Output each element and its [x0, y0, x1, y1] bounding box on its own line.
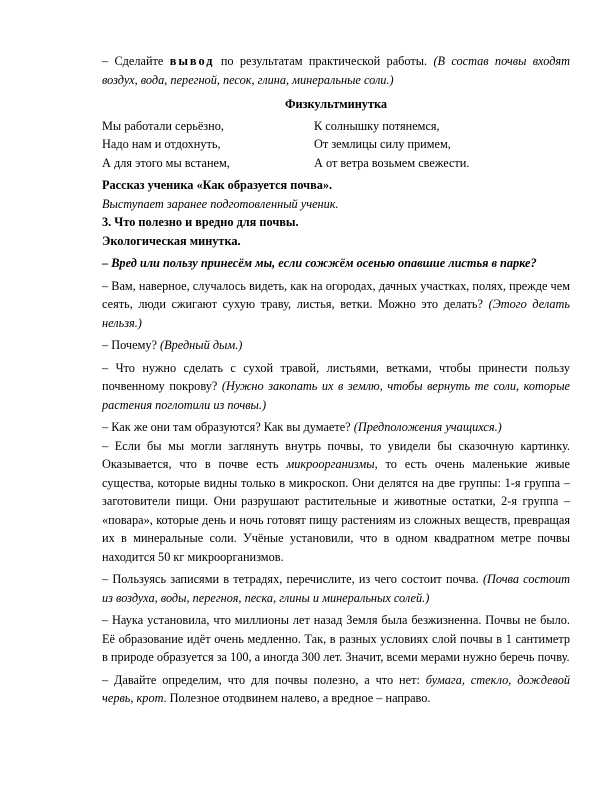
poem-line — [102, 154, 570, 173]
text: . Полезное отодвинем налево, а вредное – направо. — [163, 691, 431, 705]
paragraph: – Наука установила, что миллионы лет назад Земля была безжизненна. Почвы не было. Её образование идёт очень медленно. Так, в разных условиях слой почвы в 1 сантиметр в природе образуется за 100, а иногда 300 лет. Значит, всеми мерами нужно беречь почву. — [102, 613, 570, 664]
fizkult-title: Физкультминутка — [284, 97, 388, 111]
poem-line — [102, 135, 570, 154]
emphasized-term: бумага, стекло, дождевой червь, крот — [102, 672, 570, 705]
poem-left: Надо нам и отдохнуть, — [102, 137, 221, 151]
answer-note: (Предположения учащихся.) — [353, 420, 502, 434]
poem-right: А от ветра возьмем свежести. — [314, 155, 470, 170]
paragraph — [102, 418, 570, 437]
eco-title: Экологическая минутка. — [102, 233, 241, 248]
text: по результатам практической работы. — [220, 54, 428, 68]
answer-note: (Нужно закопать их в землю, чтобы вернуть те соли, которые растения поглотили из почвы.) — [102, 379, 570, 412]
paragraph — [102, 336, 570, 355]
text: – Сделайте — [102, 54, 164, 68]
poem-left: А для этого мы встанем, — [102, 155, 230, 170]
paragraph — [102, 671, 570, 708]
answer-note: (В состав почвы входят воздух, вода, перегной, песок, глина, минеральные соли.) — [102, 54, 571, 87]
answer-note: (Вредный дым.) — [160, 338, 243, 352]
poem-right: От землицы силу примем, — [314, 137, 451, 151]
text: , то есть очень маленькие живые существа, которые видны только в микроскоп. Они делятся на две группы: 1-я группа – заготовители пищи. Они разрушают растительные и животные остатки, 2-я группа – «повара», которые день и ночь готовят пищу растениям из сложных веществ, превращая их в минеральные соли. Учёные установили, что в одном квадратном метре почвы находится 50 кг микроорганизмов. — [102, 457, 570, 564]
text: – Вам, наверное, случалось видеть, как на огородах, дачных участках, полях, прежде чем сеять, люди сжигают сухую траву, листья, ветки. Можно это делать? — [102, 278, 570, 311]
text: – Как же они там образуются? Как вы думаете? — [102, 420, 351, 434]
story-title: Рассказ ученика «Как образуется почва». — [102, 178, 333, 192]
document-page — [102, 52, 570, 708]
conclusion-paragraph — [102, 52, 570, 89]
text: – Что нужно сделать с сухой травой, листьями, ветками, чтобы принести пользу почвенному покрову? — [102, 360, 570, 393]
emphasized-term: микроорганизмы — [286, 457, 375, 471]
poem-line — [102, 117, 570, 136]
story-note: Выступает заранее подготовленный ученик. — [102, 196, 339, 211]
paragraph — [102, 437, 570, 567]
emphasized-word: вывод — [169, 54, 215, 68]
paragraph — [102, 277, 570, 333]
paragraph — [102, 359, 570, 415]
poem-right: К солнышку потянемся, — [314, 118, 440, 133]
text: – Если бы мы могли заглянуть внутрь почвы, то увидели бы сказочную картинку. Оказывается, что в почве есть — [102, 438, 570, 471]
section-heading: 3. Что полезно и вредно для почвы. — [102, 215, 299, 229]
answer-note: (Почва состоит из воздуха, воды, перегноя, песка, глины и минеральных солей.) — [102, 572, 570, 605]
text: – Давайте определим, что для почвы полезно, а что нет: — [102, 672, 420, 687]
text: – Пользуясь записями в тетрадях, перечислите, из чего состоит почва. — [102, 572, 479, 586]
paragraph — [102, 570, 570, 607]
question-paragraph: – Вред или пользу принесём мы, если сожжём осенью опавшие листья в парке? — [102, 256, 537, 270]
text: – Почему? — [102, 338, 157, 352]
answer-note: (Этого делать нельзя.) — [102, 297, 570, 330]
poem-left: Мы работали серьёзно, — [102, 118, 224, 133]
